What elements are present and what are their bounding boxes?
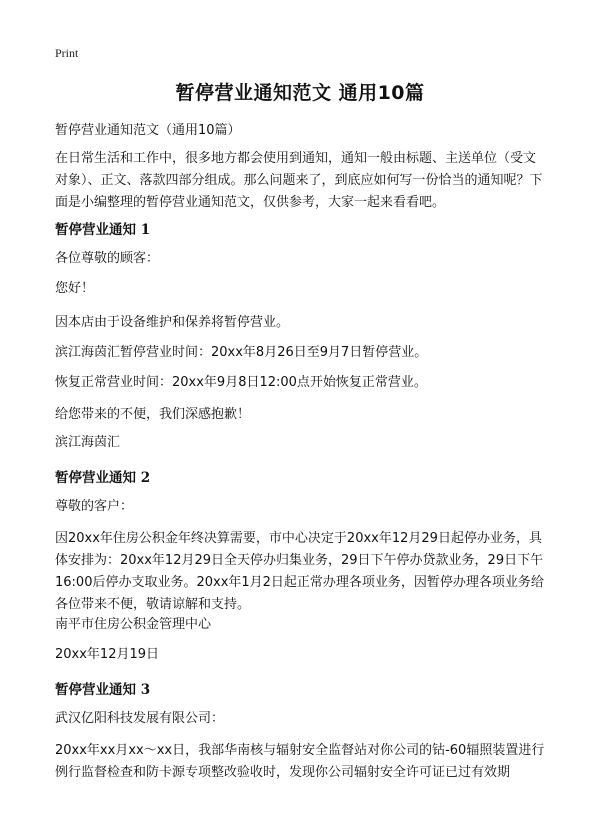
section-1-paragraph: 滨江海茵汇暂停营业时间：20xx年8月26日至9月7日暂停营业。 — [55, 345, 428, 360]
section-3-paragraph: 武汉亿阳科技发展有限公司： — [55, 711, 225, 726]
section-1-paragraph: 滨江海茵汇 — [55, 435, 121, 450]
section-2-paragraph: 尊敬的客户： — [55, 499, 134, 514]
section-1-paragraph: 各位尊敬的顾客： — [55, 251, 160, 266]
section-heading-3: 暂停营业通知 3 — [55, 682, 151, 698]
section-1-paragraph: 因本店由于设备维护和保养将暂停营业。 — [55, 315, 290, 330]
section-1-paragraph: 恢复正常营业时间：20xx年9月8日12:00点开始恢复正常营业。 — [55, 375, 427, 390]
document-title: 暂停营业通知范文 通用10篇 — [175, 82, 425, 104]
section-1-paragraph: 您好！ — [55, 281, 95, 296]
section-1-paragraph: 给您带来的不便，我们深感抱歉！ — [55, 407, 251, 422]
section-2-paragraph: 因20xx年住房公积金年终决算需要，市中心决定于20xx年12月29日起停办业务，具体安排为：20xx年12月29日全天停办归集业务，29日下午停办贷款业务，29日下午16:00后停办支取业务。20xx年1月2日起正常办理各项业务，因暂停办理各项业务给各位带来不便，敬请谅解和支持。 — [55, 531, 544, 612]
print-label: Print — [55, 46, 79, 60]
document-subtitle: 暂停营业通知范文（通用10篇） — [55, 123, 241, 138]
section-heading-1: 暂停营业通知 1 — [55, 222, 151, 238]
section-heading-2: 暂停营业通知 2 — [55, 470, 151, 486]
section-3-paragraph: 20xx年xx月xx～xx日，我部华南核与辐射安全监督站对你公司的钴-60辐照装置进行例行监督检查和防卡源专项整改验收时，发现你公司辐射安全许可证已过有效期 — [55, 743, 545, 780]
section-2-paragraph: 20xx年12月19日 — [55, 647, 160, 662]
intro-paragraph: 在日常生活和工作中，很多地方都会使用到通知，通知一般由标题、主送单位（受文对象）、正文、落款四部分组成。那么问题来了，到底应如何写一份恰当的通知呢？下面是小编整理的暂停营业通知范文，仅供参考，大家一起来看看吧。 — [55, 151, 543, 210]
section-2-paragraph: 南平市住房公积金管理中心 — [55, 617, 212, 632]
